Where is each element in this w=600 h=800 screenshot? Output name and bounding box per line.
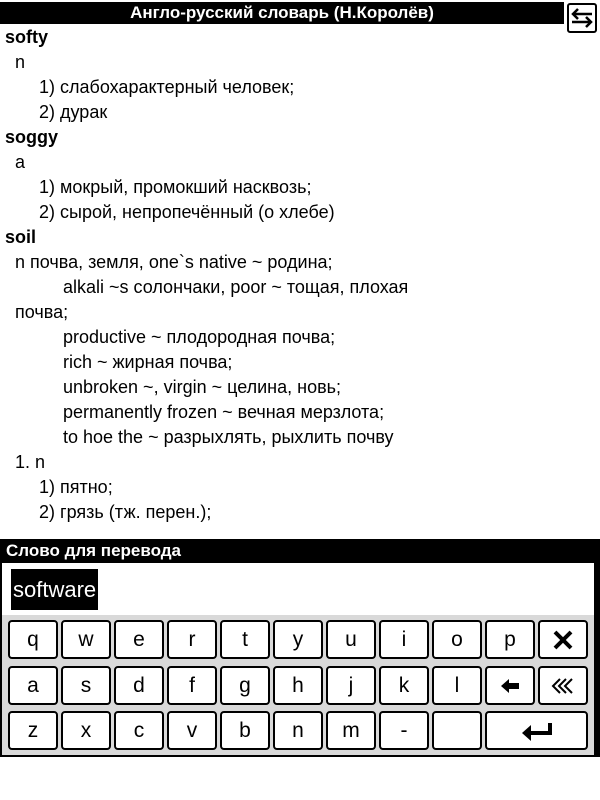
key-label: b (239, 719, 251, 742)
entry-line: n почва, земля, one`s native ~ родина; (15, 252, 333, 272)
key-h[interactable] (273, 666, 323, 705)
key-label: d (133, 674, 145, 697)
double-chevron-left-icon (550, 677, 576, 695)
entry-line: 1) пятно; (39, 477, 113, 497)
key-a[interactable] (8, 666, 58, 705)
key-b[interactable] (220, 711, 270, 750)
key-o[interactable] (432, 620, 482, 659)
key-t[interactable] (220, 620, 270, 659)
key-enter[interactable] (485, 711, 588, 750)
key-label: s (80, 674, 92, 697)
entry-line: 2) дурак (39, 102, 108, 122)
key-space[interactable] (432, 711, 482, 750)
key-y[interactable] (273, 620, 323, 659)
key-close[interactable] (538, 620, 588, 659)
entry-line: 2) грязь (тж. перен.); (39, 502, 212, 522)
key-label: n (292, 719, 304, 742)
key-label: - (400, 719, 408, 742)
entry-line: почва; (15, 302, 69, 322)
key-f[interactable] (167, 666, 217, 705)
key-label: k (398, 674, 410, 697)
key-label: a (27, 674, 39, 697)
entry-line: a (15, 152, 26, 172)
key-label: x (80, 719, 92, 742)
entry-line: permanently frozen ~ вечная мерзлота; (63, 402, 385, 422)
key-g[interactable] (220, 666, 270, 705)
close-icon (552, 629, 574, 651)
entry-line: 1) слабохарактерный человек; (39, 77, 295, 97)
key-w[interactable] (61, 620, 111, 659)
on-screen-keyboard (0, 615, 600, 757)
entry-headword[interactable]: softy (5, 27, 49, 47)
key-label: t (242, 628, 248, 651)
key-label: z (27, 719, 39, 742)
key-dash[interactable] (379, 711, 429, 750)
key-label: v (186, 719, 198, 742)
entry-line: 1) мокрый, промокший насквозь; (39, 177, 312, 197)
key-label: i (401, 628, 407, 651)
key-label: g (239, 674, 251, 697)
key-label: q (27, 628, 39, 651)
key-clear[interactable] (538, 666, 588, 705)
key-n[interactable] (273, 711, 323, 750)
entry-line: 2) сырой, непропечённый (о хлебе) (39, 202, 335, 222)
key-e[interactable] (114, 620, 164, 659)
entry-headword[interactable]: soil (5, 227, 37, 247)
key-z[interactable] (8, 711, 58, 750)
dictionary-entries (0, 25, 600, 537)
entry-line: rich ~ жирная почва; (63, 352, 233, 372)
key-label: w (78, 628, 94, 651)
key-j[interactable] (326, 666, 376, 705)
key-label: c (133, 719, 145, 742)
input-panel (0, 539, 600, 757)
key-label: y (292, 628, 304, 651)
entry-line: alkali ~s солончаки, poor ~ тощая, плохая (63, 277, 409, 297)
key-m[interactable] (326, 711, 376, 750)
key-u[interactable] (326, 620, 376, 659)
entry-line: to hoe the ~ разрыхлять, рыхлить почву (63, 427, 394, 447)
key-label: u (345, 628, 357, 651)
input-panel-title: Слово для перевода (0, 539, 600, 563)
key-label: m (342, 719, 360, 742)
entry-headword[interactable]: soggy (5, 127, 59, 147)
key-label: f (189, 674, 195, 697)
key-label: h (292, 674, 304, 697)
key-c[interactable] (114, 711, 164, 750)
key-i[interactable] (379, 620, 429, 659)
key-label: o (451, 628, 463, 651)
key-label: l (454, 674, 460, 697)
enter-icon (520, 721, 554, 741)
key-d[interactable] (114, 666, 164, 705)
key-r[interactable] (167, 620, 217, 659)
key-p[interactable] (485, 620, 535, 659)
key-label: r (188, 628, 196, 651)
entry-line: productive ~ плодородная почва; (63, 327, 336, 347)
key-k[interactable] (379, 666, 429, 705)
key-label: e (133, 628, 145, 651)
key-l[interactable] (432, 666, 482, 705)
key-s[interactable] (61, 666, 111, 705)
key-q[interactable] (8, 620, 58, 659)
entry-line: n (15, 52, 26, 72)
key-label: p (504, 628, 516, 651)
key-label: j (348, 674, 354, 697)
key-backspace[interactable] (485, 666, 535, 705)
key-v[interactable] (167, 711, 217, 750)
backspace-arrow-icon (499, 677, 521, 695)
entry-line: unbroken ~, virgin ~ целина, новь; (63, 377, 342, 397)
word-input[interactable]: software (11, 569, 98, 610)
app-title-bar (0, 2, 564, 24)
entry-line: 1. n (15, 452, 46, 472)
input-area[interactable] (0, 563, 600, 615)
key-x[interactable] (61, 711, 111, 750)
app-title: Англо-русский словарь (Н.Королёв) (130, 3, 434, 22)
